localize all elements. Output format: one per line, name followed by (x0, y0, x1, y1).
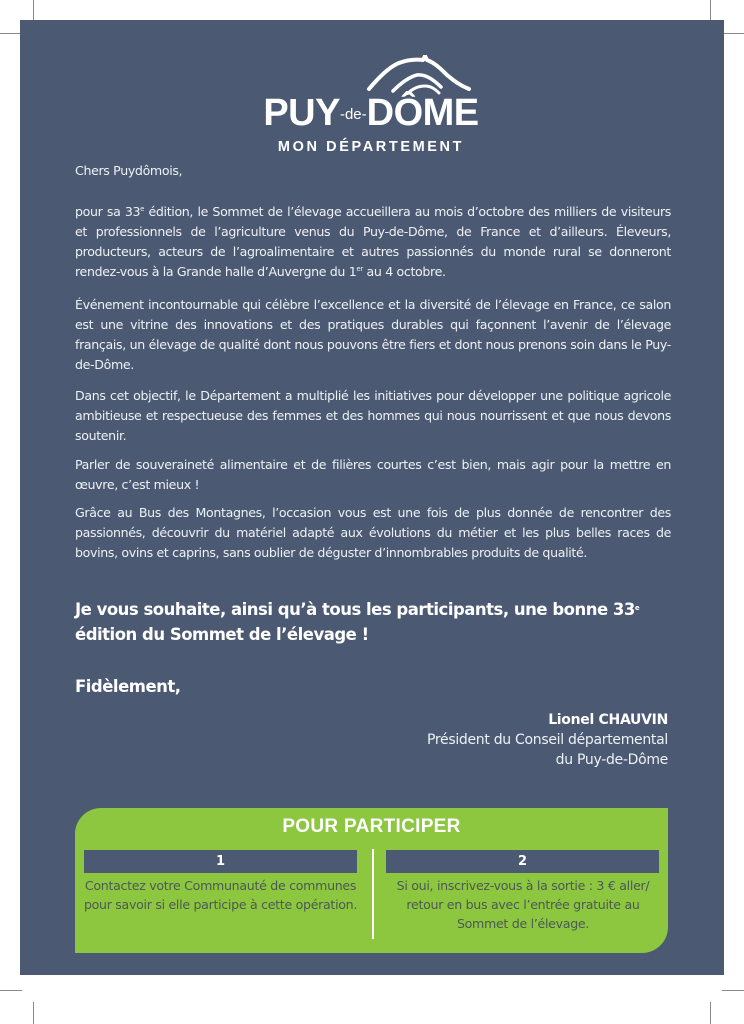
logo-text-puy: PUY (263, 92, 340, 134)
participate-box (75, 808, 668, 953)
letter-paragraph-2: Événement incontournable qui célèbre l’excellence et la diversité de l’élevage en France, ce salon est une vitrine des innovations et des pratiques durables qui façonnent l’avenir de l’élevage français, un élevage de qualité dont nous pouvons être fiers et dont nous prenons soin dans le Puy-de-Dôme. (75, 297, 671, 372)
signer-title-line-1: Président du Conseil départemental (426, 732, 668, 748)
logo-text-de: -de- (339, 105, 367, 123)
step-1-number: 1 (84, 850, 357, 873)
crop-mark (33, 0, 34, 22)
letter-closing: Fidèlement, (75, 677, 181, 696)
step-2-text: Si oui, inscrivez-vous à la sortie : 3 € aller/ retour en bus avec l’entrée gratuite au Sommet de l’élevage. (396, 878, 650, 931)
steps-divider (372, 849, 374, 939)
letter-wish: Je vous souhaite, ainsi qu’à tous les participants, une bonne 33e édition du Sommet de l’élevage ! (75, 600, 640, 644)
letter-paragraph-3: Dans cet objectif, le Département a multiplié les initiatives pour développer une politique agricole ambitieuse et respectueuse des femmes et des hommes qui nous nourrissent et que nous devons soutenir. (75, 388, 671, 443)
crop-mark (710, 0, 711, 22)
mountain-icon (365, 55, 475, 95)
logo-text-dome: DÔME (366, 92, 479, 134)
crop-mark (33, 1002, 34, 1024)
crop-mark (722, 990, 744, 991)
participate-title: POUR PARTICIPER (282, 816, 461, 837)
logo-subtitle: MON DÉPARTEMENT (277, 139, 465, 155)
logo-wordmark (260, 93, 482, 135)
step-1-text: Contactez votre Communauté de communes pour savoir si elle participe à cette opération. (83, 878, 358, 912)
signer-name: Lionel CHAUVIN (548, 712, 668, 728)
flyer-page (20, 20, 724, 975)
signer-title-line-2: du Puy-de-Dôme (555, 752, 668, 768)
letter-paragraph-1: pour sa 33e édition, le Sommet de l’élevage accueillera au mois d’octobre des milliers de visiteurs et professionnels de l’agriculture venus du Puy-de-Dôme, de France et d’ailleurs. Éleveurs, producteurs, acteurs de l’agroalimentaire et autres passionnés du monde rural se donneront rendez-vous à la Grande halle d’Auvergne du 1er au 4 octobre. (75, 204, 671, 279)
crop-mark (722, 33, 744, 34)
letter-paragraph-5: Grâce au Bus des Montagnes, l’occasion vous est une fois de plus donnée de rencontrer des passionnés, découvrir du matériel adapté aux évolutions du métier et les plus belles races de bovins, ovins et caprins, sans oublier de déguster d’innombrables produits de qualité. (75, 505, 671, 560)
letter-greeting: Chers Puydômois, (75, 163, 183, 178)
puy-de-dome-logo (260, 55, 500, 163)
step-2-number: 2 (386, 850, 659, 873)
crop-mark (0, 990, 22, 991)
letter-paragraph-4: Parler de souveraineté alimentaire et de filières courtes c’est bien, mais agir pour la mettre en œuvre, c’est mieux ! (75, 457, 671, 492)
signature-block (427, 710, 668, 770)
crop-mark (0, 33, 22, 34)
crop-mark (710, 1002, 711, 1024)
